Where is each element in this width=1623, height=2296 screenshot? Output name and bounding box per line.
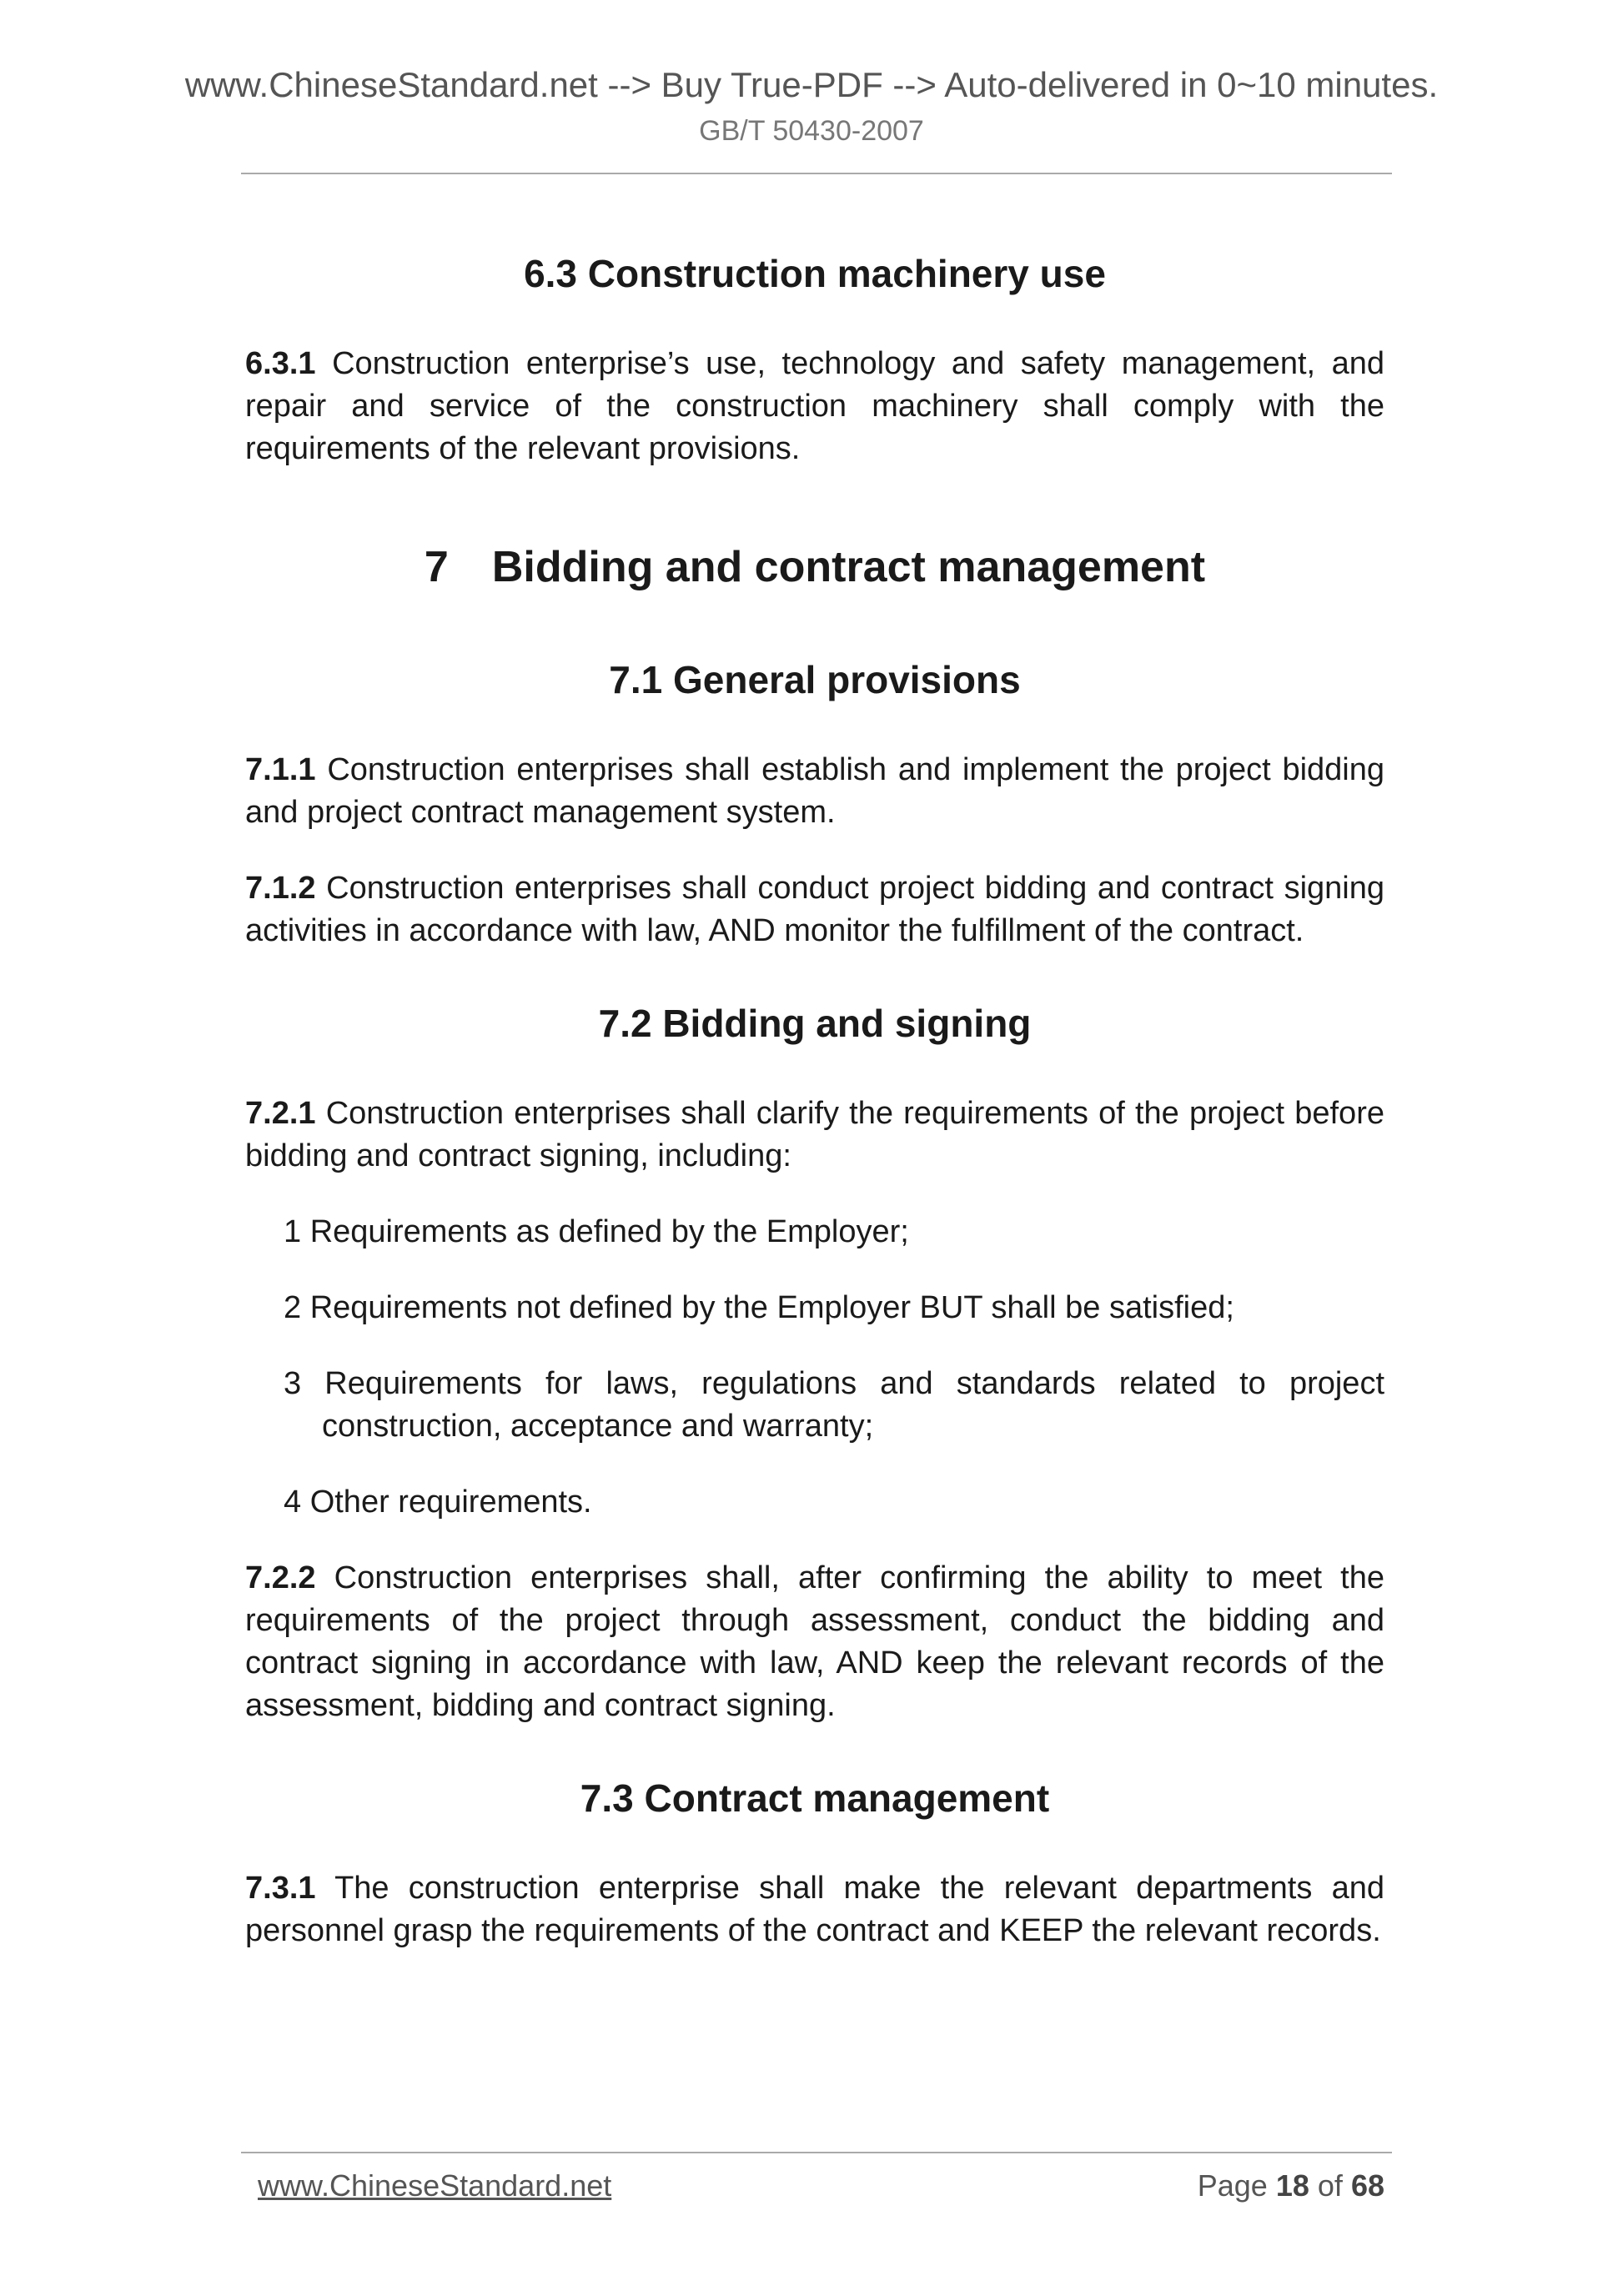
page-total: 68 xyxy=(1350,2168,1384,2203)
clause-6-3-1 xyxy=(245,343,1384,470)
list-item: 3 Requirements for laws, regulations and standards related to project construction, acceptance and warranty; xyxy=(284,1366,1384,1444)
clause-text: Construction enterprises shall establish and implement the project bidding and project contract management system. xyxy=(245,752,1385,830)
chapter-7-heading: 7 Bidding and contract management xyxy=(424,543,1206,591)
clause-text: Construction enterprise’s use, technology and safety management, and repair and service of the construction machinery shall comply with the requirements of the relevant provisions. xyxy=(245,346,1384,466)
clause-7-1-2 xyxy=(245,867,1384,952)
page-indicator xyxy=(1198,2168,1384,2203)
clause-7-2-2 xyxy=(245,1557,1384,1727)
list-item: 1 Requirements as defined by the Employer; xyxy=(284,1214,909,1249)
page-number: 18 xyxy=(1275,2168,1309,2203)
clause-text: The construction enterprise shall make the relevant departments and personnel grasp the requirements of the contract and KEEP the relevant records. xyxy=(245,1871,1384,1948)
header-standard-code: GB/T 50430-2007 xyxy=(699,115,924,147)
clause-text: Construction enterprises shall conduct project bidding and contract signing activities in accordance with law, AND monitor the fulfillment of the contract. xyxy=(245,871,1384,948)
clause-number: 7.3.1 xyxy=(245,1871,316,1906)
section-7-1-heading: 7.1 General provisions xyxy=(609,658,1021,701)
section-6-3-heading: 6.3 Construction machinery use xyxy=(524,252,1106,295)
section-7-3-heading: 7.3 Contract management xyxy=(580,1776,1050,1820)
header-banner: www.ChineseStandard.net --> Buy True-PDF --> Auto-delivered in 0~10 minutes. xyxy=(184,65,1439,104)
clause-7-1-1 xyxy=(245,749,1384,834)
clause-7-2-1 xyxy=(245,1093,1384,1178)
clause-text: Construction enterprises shall clarify the requirements of the project before bidding and contract signing, including: xyxy=(245,1096,1384,1173)
clause-number: 7.2.2 xyxy=(245,1560,316,1595)
footer-site-link[interactable]: www.ChineseStandard.net xyxy=(258,2168,612,2203)
section-7-2-heading: 7.2 Bidding and signing xyxy=(598,1002,1032,1045)
page-label: Page xyxy=(1197,2168,1268,2203)
list-item: 4 Other requirements. xyxy=(284,1485,592,1520)
clause-number: 6.3.1 xyxy=(245,346,316,381)
clause-number: 7.1.2 xyxy=(245,871,316,906)
clause-text: Construction enterprises shall, after confirming the ability to meet the requirements of the project through assessment, conduct the bidding and contract signing in accordance with law, AND keep the relevant records of the assessment, bidding and contract signing. xyxy=(245,1560,1385,1723)
clause-7-3-1 xyxy=(245,1867,1384,1952)
list-item: 2 Requirements not defined by the Employer BUT shall be satisfied; xyxy=(284,1290,1234,1325)
page-of-label: of xyxy=(1317,2168,1343,2203)
clause-number: 7.1.1 xyxy=(245,752,316,787)
clause-number: 7.2.1 xyxy=(245,1096,316,1131)
page-body xyxy=(245,250,1384,1952)
header-divider xyxy=(241,173,1392,174)
footer-divider xyxy=(241,2152,1392,2153)
